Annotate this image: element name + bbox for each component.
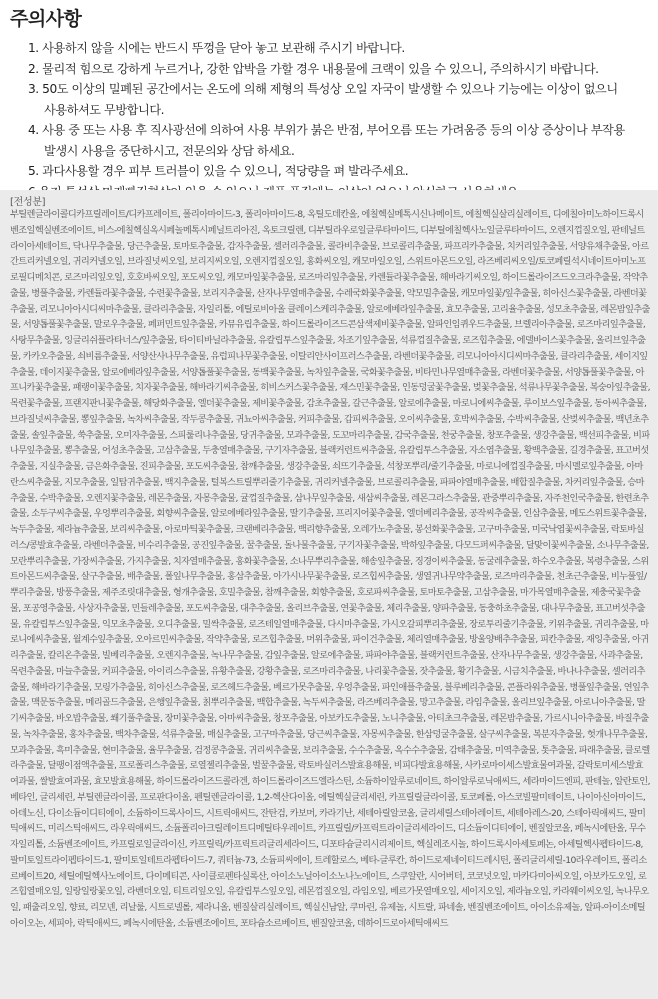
notice-item-3 [28, 79, 648, 100]
page-title: 주의사항 [10, 8, 82, 30]
notice-item-2 [28, 59, 648, 80]
notice-text: 과다사용할 경우 피부 트러블이 있을 수 있으니, 적당량을 펴 발라주세요. [42, 164, 409, 178]
notice-item-4 [28, 120, 648, 141]
notice-item-4-continued: 발생시 사용을 중단하시고, 전문의와 상담 하세요. [44, 143, 295, 158]
ingredients-panel [0, 190, 658, 999]
notice-text: 50도 이상의 밀폐된 공간에서는 온도에 의해 제형의 특성상 오일 자국이 발생할 수 있으나 기능에는 이상이 없으니 [42, 82, 618, 96]
notice-text: 사용하지 않을 시에는 반드시 뚜껑을 닫아 놓고 보관해 주시기 바랍니다. [42, 41, 405, 55]
notice-item-1 [28, 38, 648, 59]
notice-list [28, 38, 648, 202]
notice-text: 물리적 힘으로 강하게 누르거나, 강한 압박을 가할 경우 내용물에 크랙이 있을 수 있으니, 주의하시기 바랍니다. [42, 61, 599, 76]
notice-item-3-continued: 사용하셔도 무방합니다. [44, 102, 165, 117]
notice-text: 사용 중 또는 사용 후 직사광선에 의하여 사용 부위가 붉은 반점, 부어오름 또는 가려움증 등의 이상 증상이나 부작용 [42, 123, 625, 137]
ingredients-label: [전성분] [10, 197, 46, 208]
notice-item-5 [28, 161, 648, 182]
notice-number: 4. [28, 123, 39, 137]
notice-number: 1. [28, 41, 39, 55]
notice-number: 3. [28, 82, 39, 96]
notice-number: 2. [28, 61, 39, 76]
ingredients-text: 부틸렌글라이콜디카프릴레이트/디카프레이트, 폴리아마이드-3, 폴리아마이드-8, 옥틸도데칸올, 에칠헥실메톡시신나메이트, 에칠헥실살리실레이트, 디에칠아미노하이드록시벤조일헥실벤조에이트, 비스-에칠헥실옥시페놀메톡시페닐트리아진, 옥토크릴렌, 디부틸라우로일글루타마이드, 디부틸에칠헥사노일글루타마이드, 오렌지껍질오일, 판테닐트라이아세테이트, 닥나무추출물, 당근추출물, 토마토추출물, 감자추출물, 셀러리추출물, 콜라비추출물, 브로콜리추출물, 파프리카추출물, 치커리잎추출물, 서양유채추출물, 아르간트리커넬오일, 귀리커넬오일, 브라질넛씨오일, 보리지씨오일, 오렌지껍질오일, 홍화씨오일, 캐모마일오일, 스위트아몬드오일, 라즈베리씨오일/토코페릴석시네이트아미노프로필디메치콘, 로즈마리잎오일, 호호바씨오일, 포도씨오일, 캐모마일꽃추출물, 로즈마리잎추출물, 카렌듈라꽃추출물, 해바라기씨오일, 하이드롤라이즈드오크라추출물, 작약추출물, 병풀추출물, 카렌듈라꽃추출물, 수련꽃추출물, 보리지추출물, 산자나무열매추출물, 수레국화꽃추출물, 약모밀추출물, 캐모마일꽃/잎추출물, 히아신스꽃추출물, 라벤더꽃추출물, 리모니아아시디씨마추출물, 클라리추출물, 자일리톨, 에틸로비아올 클레이스케리추출물, 알로에베라잎추출물, 효모추출물, 고리율추출물, 성모초추출물, 레몬밤잎추출물, 서양톱풀꽃추출물, 말로우추출물, 페퍼민트잎추출물, 카뮤유립추출물, 하이드롤라이즈드콘삼색제비꽃추출물, 알파인임퀴우드추출물, 브렐리아추출물, 로즈마리잎추출물, 사탕무추출물, 잉글리쉬플라타너스/잎추출물, 타이티바닐라추출물, 유칼립투스잎추출물, 차조기잎추출물, 석류껍질추출물, 로즈힙추출물, 에델바이스꽃추출물, 올리브잎추출물, 카카오추출물, 쇠비름추출물, 서양산사나무추출물, 유럽피나무꽃추출물, 이탈리안사이프러스추출물, 라벤더꽃추출물, 리모니아아시디씨마추출물, 클라리추출물, 세이지잎추출물, 데이지꽃추출물, 알로에베라잎추출물, 서양톱풀꽃추출물, 동백꽃추출물, 녹차잎추출물, 국화꽃추출물, 비타민나무열매추출물, 라벤더꽃추출물, 서양톱풀꽃추출물, 아프니카꽃추출물, 패랭이꽃추출물, 치자꽃추출물, 해바라기씨추출물, 히비스커스꽃추출물, 재스민꽃추출물, 인동덩굴꽃추출물, 벚꽃추출물, 석류나무꽃추출물, 복숭아잎추출물, 목련꽃추출물, 프랜지판니꽃추출물, 해당화추출물, 엘더꽃추출물, 제비꽃추출물, 감초추출물, 갈근추출물, 알로에추출물, 마로니에씨추출물, 루이보스잎추출물, 동아씨추출물, 브라질넛씨추출물, 뽕잎추출물, 녹차씨추출물, 작두콩추출물, 귀뇨아씨추출물, 커피추출물, 갑피씨추출물, 오이씨추출물, 호박씨추출물, 수박씨추출물, 산벚씨추출물, 백년초추출물, 솔잎추출물, 쑥추출물, 오미자추출물, 스피룰리나추출물, 당귀추출물, 모과추출물, 도꼬마리추출물, 감국추출물, 천궁추출물, 창포추출물, 생강추출물, 백선피추출물, 비파나무잎추출물, 뽕추출물, 어성초추출물, 고삼추출물, 두충열매추출물, 구기자추출물, 블랙커런트씨추출물, 유칼립투스추출물, 자소엽추출물, 황백추출물, 길경추출물, 표고버섯추출물, 지실추출물, 금은화추출물, 진피추출물, 포도씨추출물, 참깨추출물, 생강추출물, 쇠뜨기추출물, 석창포뿌리/줄기추출물, 마로니에껍질추출물, 마시멜로잎추출물, 아마란스씨추출물, 지모추출물, 일탑귀추출물, 백지추출물, 털복스트릴뿌리줄기추출물, 귀리커넬추출물, 브로콜리추출물, 파파야열매추출물, 배합질추출물, 차커리잎추출물, 승마추출물, 수박추출물, 오렌지꽃추출물, 레몬추출물, 자몽추출물, 귤껍질추출물, 삼나무잎추출물, 새삼씨추출물, 레몬그라스추출물, 관중뿌리추출물, 자주천인국추출물, 한련초추출물, 소두구씨추출물, 우엉뿌리추출물, 회향씨추출물, 알로에베라잎추출물, 딸기추출물, 프리지어꽃추출물, 엘더베리추출물, 공작씨추출물, 인삼추출물, 메도스위트꽃추출물, 녹두추출물, 제라늄추출물, 보리씨추출물, 아로마틱꽃추출물, 크랜베리추출물, 백리향추출물, 오레가노추출물, 봉선화꽃추출물, 고구마추출물, 미국낙엽꽃씨추출물, 락토바실러스/콩발효추출물, 라벤더추출물, 비수리추출물, 공진잎추출물, 꿀추출물, 돌나물추출물, 구기자꽃추출물, 박하잎추출물, 다모드퍼씨추출물, 달맞이꽃씨추출물, 소나무추출물, 모란뿌리추출물, 가장씨추출물, 가지추출물, 치자열매추출물, 홍화꽃추출물, 소나무뿌리추출물, 해송잎추출물, 징경이씨추출물, 동굴레추출물, 하수오추출물, 복령추출물, 스위트아몬드씨추출물, 살구추출물, 배추출물, 폴잎나무추출물, 홍삼추출물, 아가시나무꽃추출물, 로즈힙씨추출물, 생열귀나무약추출물, 로즈마리추출물, 천초근추출물, 비누풀잎/뿌리추출물, 방풍추출물, 제주조릿대추출물, 형개추출물, 호밀추출물, 참깨추출물, 회향추출물, 호로파씨추출물, 토마토추출물, 고삼추출물, 마가목열매추출물, 제충국꽃추출물, 포공영추출물, 사상자추출물, 민들레추출물, 포도씨추출물, 대추추출물, 올리브추출물, 연꽃추출물, 체리추출물, 양파추출물, 동충하초추출물, 대나무추출물, 표고버섯추출물, 유칼립투스잎추출물, 익모초추출물, 오디추출물, 밀싹추출물, 로즈테일열매추출물, 다시마추출물, 가시오갈피뿌리추출물, 장로투리줄기추출물, 키위추출물, 귀리추출물, 마로니에씨추출물, 월계수잎추출물, 오아르민씨추출물, 작약추출물, 로즈힙추출물, 머위추출물, 파이건추출물, 체리열매추출물, 방울양배추추출물, 피칸추출물, 재잉추출물, 아귀리추출물, 칼리온추출물, 빌베리추출물, 오렌지추출물, 녹나무추출물, 감잎추출물, 알로에추출물, 파파야추출물, 블랙커런트추출물, 산자나무추출물, 생강추출물, 사과추출물, 목련추출물, 마늘추출물, 커피추출물, 아이리스추출물, 유황추출물, 강황추출물, 로즈마리추출물, 나리꽃추출물, 잣추출물, 황기추출물, 시금치추출물, 바나나추출물, 셀러리추출물, 해바라기추출물, 모링가추출물, 히아신스추출물, 로즈헤드추출물, 베르가못추출물, 우엉추출물, 파인애플추출물, 블루베리추출물, 콘플라워추출물, 병풀잎추출물, 연잎추출물, 맥문동추출물, 메리골드추출물, 은행잎추출물, 칡뿌리추출물, 백합추출물, 녹두씨추출물, 라즈베리추출물, 망고추출물, 라임추출물, 올리브잎추출물, 아로니아추출물, 딸기씨추출물, 바오밥추출물, 쐐기풀추출물, 장미꽃추출물, 아마씨추출물, 창포추출물, 아보카도추출물, 노니추출물, 아티초크추출물, 레몬밤추출물, 가르시니아추출물, 바질추출물, 녹차추출물, 홍차추출물, 백차추출물, 석류추출물, 매실추출물, 고구마추출물, 당근씨추출물, 자몽씨추출물, 한삼덩굴추출물, 살구씨추출물, 복분자추출물, 헛개나무추출물, 모과추출물, 흑미추출물, 현미추출물, 율무추출물, 검정콩추출물, 귀리씨추출물, 보리추출물, 수수추출물, 옥수수추출물, 감태추출물, 미역추출물, 톳추출물, 파래추출물, 클로렐라추출물, 달팽이점액추출물, 프로폴리스추출물, 로열젤리추출물, 벌꿀추출물, 락토바실러스발효용해물, 비피다발효용해물, 사카로마이세스발효물여과물, 갈락토미세스발효여과물, 쌀발효여과물, 효모발효용해물, 하이드롤라이즈드콜라겐, 하이드롤라이즈드엘라스틴, 소듐하이알루로네이트, 하이알루로닉애씨드, 세라마이드엔피, 판테놀, 알란토인, 베타인, 글리세린, 부틸렌글라이콜, 프로판다이올, 펜틸렌글라이콜, 1,2-헥산다이올, 에틸헥실글리세린, 카프릴릴글라이콜, 토코페롤, 아스코빌팔미테이트, 나이아신아마이드, 아데노신, 다이소듐이디티에이, 소듐하이드록사이드, 시트릭애씨드, 잔탄검, 카보머, 카라기난, 세테아릴알코올, 글리세릴스테아레이트, 세테아레스-20, 스테아릭애씨드, 팔미틱애씨드, 미리스틱애씨드, 라우릭애씨드, 소듐폴리아크릴레이트디메틸타우레이트, 카프릴릴/카프릭트라이글리세라이드, 디소듐이디티에이, 벤질알코올, 페녹시에탄올, 무수자일리톨, 소듐벤조에이트, 카프릴로일글라이신, 카프릴릭/카프릭트리글리세라이드, 디포타슘글리시리제이트, 헥실레조시놀, 하이드록시아세토페논, 아세틸헥사펩타이드-8, 팔미토일트라이펩타이드-1, 팔미토일테트라펩타이드-7, 쿼터늄-73, 소듐피씨에이, 트레할로스, 베타-글루칸, 하이드로제네이티드레시틴, 폴리글리세릴-10라우레이트, 폴리소르베이트20, 세틸에틸헥사노에이트, 다이메티콘, 사이클로펜타실록산, 아이소노닐아이소노나노에이트, 스쿠알란, 시어버터, 코코넛오일, 마카다미아씨오일, 아보카도오일, 로즈힙열매오일, 일랑일랑꽃오일, 라벤더오일, 티트리잎오일, 유칼립투스잎오일, 레몬껍질오일, 라임오일, 베르가못열매오일, 세이지오일, 제라늄오일, 카라웨이씨오일, 녹나무오일, 패출리오일, 향료, 리모넨, 리날룰, 시트로넬롤, 제라니올, 벤질살리실레이트, 헥실신남알, 쿠마린, 유제놀, 시트랄, 파네솔, 벤질벤조에이트, 아이소유제놀, 알파-아이소메틸아이오논, 세피아, 락틱애씨드, 페녹시에탄올, 소듐벤조에이트, 포타슘소르베이트, 벤질알코올, 데하이드로아세틱애씨드 [10, 209, 650, 929]
notice-number: 5. [28, 164, 39, 178]
